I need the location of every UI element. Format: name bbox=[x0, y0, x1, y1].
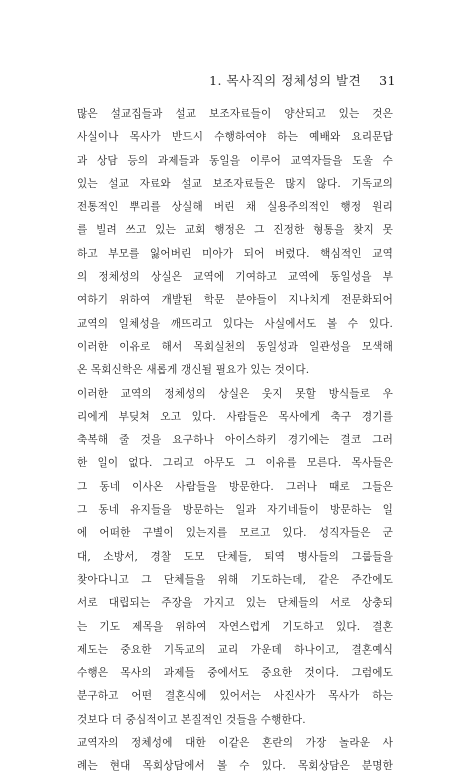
text-line: 례는 현대 목회상담에서 볼 수 있다. 목회상담은 분명한 bbox=[77, 760, 393, 773]
text-line: 에 어떠한 구별이 있는지를 모르고 있다. 성직자들은 군 bbox=[77, 527, 393, 540]
text-line: 있는 설교 자료와 설교 보조자료들은 많지 않다. 기독교의 bbox=[77, 177, 393, 190]
text-line: 과 상담 등의 과제들과 동일을 이루어 교역자들을 도울 수 bbox=[77, 154, 393, 167]
text-line: 서로 대립되는 주장을 가지고 있는 단체들의 서로 상충되 bbox=[77, 597, 393, 610]
text-line: 전통적인 뿌리를 상실해 버린 채 실용주의적인 행정 원리 bbox=[77, 201, 393, 214]
body-text bbox=[77, 103, 393, 779]
text-line: 축복해 줄 것을 요구하나 아이스하키 경기에는 결코 그러 bbox=[77, 434, 393, 447]
text-line: 사실이나 목사가 반드시 수행하여야 하는 예배와 요리문답 bbox=[77, 131, 393, 144]
text-line: 많은 설교집들과 설교 보조자료들이 양산되고 있는 것은 bbox=[77, 108, 393, 120]
text-line: 이러한 교역의 정체성의 상실은 웃지 못할 방식들로 우 bbox=[77, 387, 393, 400]
text-line: 교역의 일체성을 깨뜨리고 있다는 사실에서도 볼 수 있다. bbox=[77, 317, 393, 330]
text-line: 그 동네 유지들을 방문하는 일과 자기네들이 방문하는 일 bbox=[77, 504, 393, 517]
text-line: 온 목회신학은 새롭게 갱신될 필요가 있는 것이다. bbox=[77, 364, 310, 377]
text-line: 하고 부모를 잃어버린 미아가 되어 버렸다. 핵심적인 교역 bbox=[77, 247, 393, 260]
text-line: 수행은 목사의 과제들 중에서도 중요한 것이다. 그럼에도 bbox=[77, 667, 393, 680]
text-line: 이러한 이유로 해서 목회실천의 동일성과 일관성을 모색해 bbox=[77, 340, 393, 353]
text-line: 여하기 위하여 개발된 학문 분야들이 지나치게 전문화되어 bbox=[77, 294, 393, 307]
text-line: 제도는 중요한 기독교의 교리 가운데 하나이고, 결혼예식 bbox=[77, 643, 393, 656]
text-line: 그 동네 이사온 사람들을 방문한다. 그러나 때로 그들은 bbox=[77, 480, 393, 493]
text-line: 교역자의 정체성에 대한 이같은 혼란의 가장 놀라운 사 bbox=[77, 737, 393, 750]
text-line: 것보다 더 중심적이고 본질적인 것들을 수행한다. bbox=[77, 713, 306, 726]
text-line: 는 기도 제목을 위하여 자연스럽게 기도하고 있다. 결혼 bbox=[77, 620, 393, 633]
text-line: 찾아다니고 그 단체들을 위해 기도하는데, 같은 주간에도 bbox=[77, 573, 393, 586]
page-number: 31 bbox=[379, 73, 396, 88]
text-line: 대, 소방서, 경찰 도모 단체들, 퇴역 병사들의 그룹들을 bbox=[77, 550, 393, 563]
text-line: 리에게 부딪쳐 오고 있다. 사람들은 목사에게 축구 경기를 bbox=[77, 410, 393, 423]
running-header bbox=[209, 71, 396, 89]
text-line: 분구하고 어떤 결혼식에 있어서는 사진사가 목사가 하는 bbox=[77, 690, 393, 703]
text-line: 한 일이 없다. 그리고 아무도 그 이유를 모른다. 목사들은 bbox=[77, 457, 393, 470]
text-line: 의 정체성의 상실은 교역에 기여하고 교역에 동일성을 부 bbox=[77, 271, 393, 284]
chapter-running-head: 1. 목사직의 정체성의 발견 bbox=[209, 73, 362, 88]
text-line: 를 빌려 쓰고 있는 교회 행정은 그 진정한 형통을 찾지 못 bbox=[77, 224, 393, 237]
